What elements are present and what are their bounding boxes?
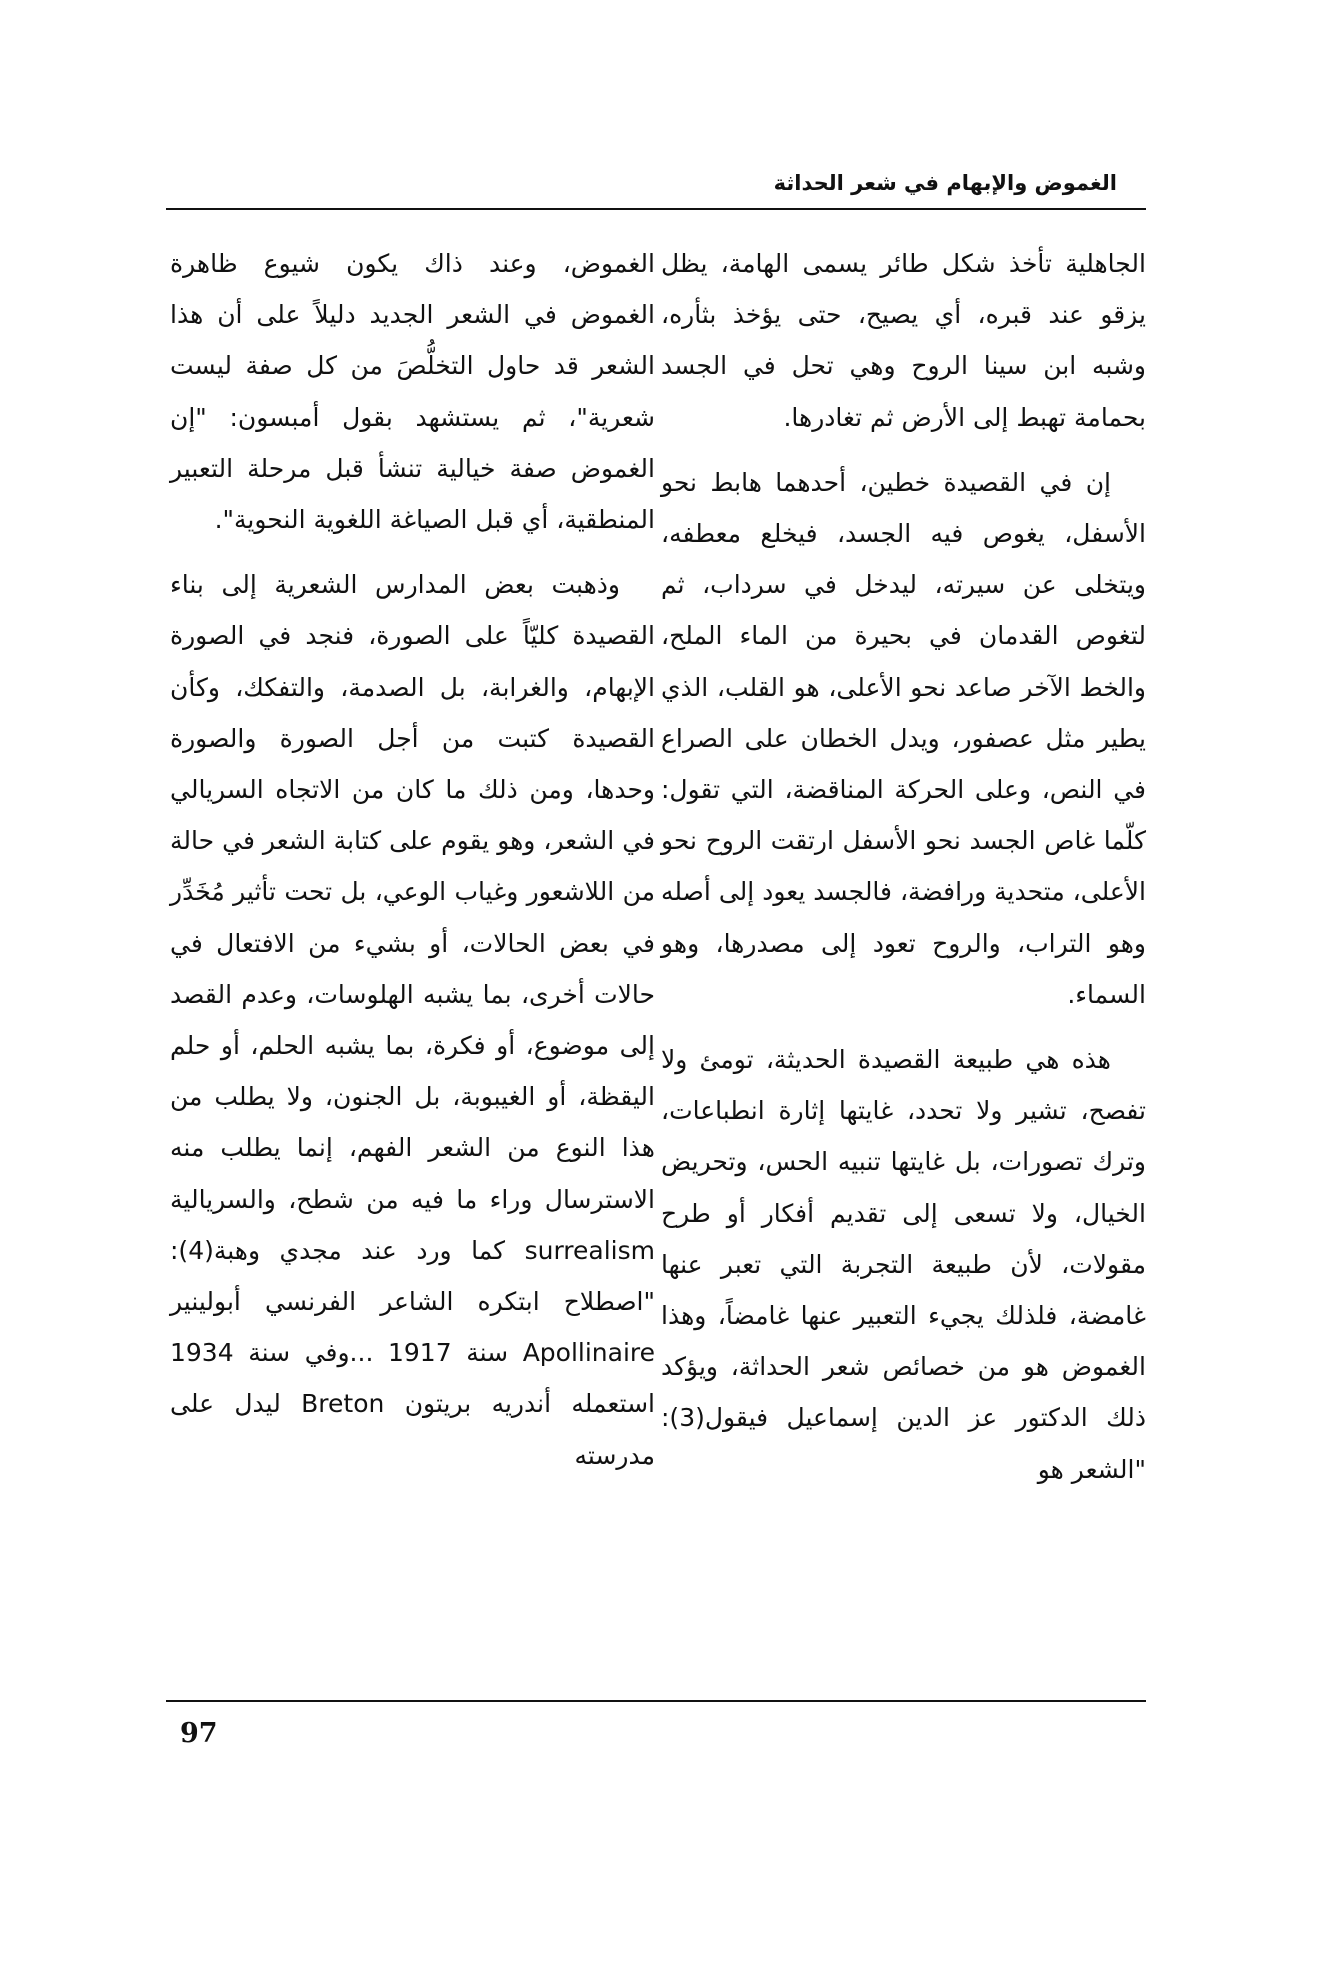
paragraph: وذهبت بعض المدارس الشعرية إلى بناء القصيدة كليّاً على الصورة، فنجد في الصورة الإبهام، والغرابة، بل الصدمة، والتفكك، وكأن القصيدة كتبت من أجل الصورة والصورة وحدها، ومن ذلك ما كان من الاتجاه السريالي في الشعر، وهو يقوم على كتابة الشعر في حالة من اللاشعور وغياب الوعي، بل تحت تأثير مُخَدِّر في بعض الحالات، أو بشيء من الافتعال في حالات أخرى، بما يشبه الهلوسات، وعدم القصد إلى موضوع، أو فكرة، بما يشبه الحلم، أو حلم اليقظة، أو الغيبوبة، بل الجنون، ولا يطلب من هذا النوع من الشعر الفهم، إنما يطلب منه الاسترسال وراء ما فيه من شطح، والسريالية surrealism كما ورد عند مجدي وهبة(4): "اصطلاح ابتكره الشاعر الفرنسي أبولينير Apollinaire سنة 1917 ...وفي سنة 1934 استعمله أندريه بريتون Breton ليدل على مدرسته [170,570,656,1470]
paragraph: الجاهلية تأخذ شكل طائر يسمى الهامة، يظل يزقو عند قبره، أي يصيح، حتى يؤخذ بثأره، وشبه ابن سينا الروح وهي تحل في الجسد بحمامة تهبط إلى الأرض ثم تغادرها. [661,249,1146,432]
page-number: 97 [180,1718,218,1749]
header-rule [166,208,1146,210]
paragraph: الغموض، وعند ذاك يكون شيوع ظاهرة الغموض في الشعر الجديد دليلاً على أن هذا الشعر قد حاول التخلُّصَ من كل صفة ليست شعرية"، ثم يستشهد بقول أمبسون: "إن الغموض صفة خيالية تنشأ قبل مرحلة التعبير المنطقية، أي قبل الصياغة اللغوية النحوية". [170,249,655,535]
paragraph: هذه هي طبيعة القصيدة الحديثة، تومئ ولا تفصح، تشير ولا تحدد، غايتها إثارة انطباعات، وترك تصورات، بل غايتها تنبيه الحس، وتحريض الخيال، ولا تسعى إلى تقديم أفكار أو طرح مقولات، لأن طبيعة التجربة التي تعبر عنها غامضة، فلذلك يجيء التعبير عنها غامضاً، وهذا الغموض هو من خصائص شعر الحداثة، ويؤكد ذلك الدكتور عز الدين إسماعيل فيقول(3): "الشعر هو [661,1045,1146,1484]
text-column-right [661,238,1146,1509]
running-title: الغموض والإبهام في شعر الحداثة [773,171,1117,195]
text-column-left [170,238,655,1495]
paragraph: إن في القصيدة خطين، أحدهما هابط نحو الأسفل، يغوص فيه الجسد، فيخلع معطفه، ويتخلى عن سيرته، ليدخل في سرداب، ثم لتغوص القدمان في بحيرة من الماء الملح، والخط الآخر صاعد نحو الأعلى، هو القلب، الذي يطير مثل عصفور، ويدل الخطان على الصراع في النص، وعلى الحركة المناقضة، التي تقول: كلّما غاص الجسد نحو الأسفل ارتقت الروح نحو الأعلى، متحدية ورافضة، فالجسد يعود إلى أصله وهو التراب، والروح تعود إلى مصدرها، وهو السماء. [661,467,1146,1009]
footer-rule [166,1700,1146,1702]
